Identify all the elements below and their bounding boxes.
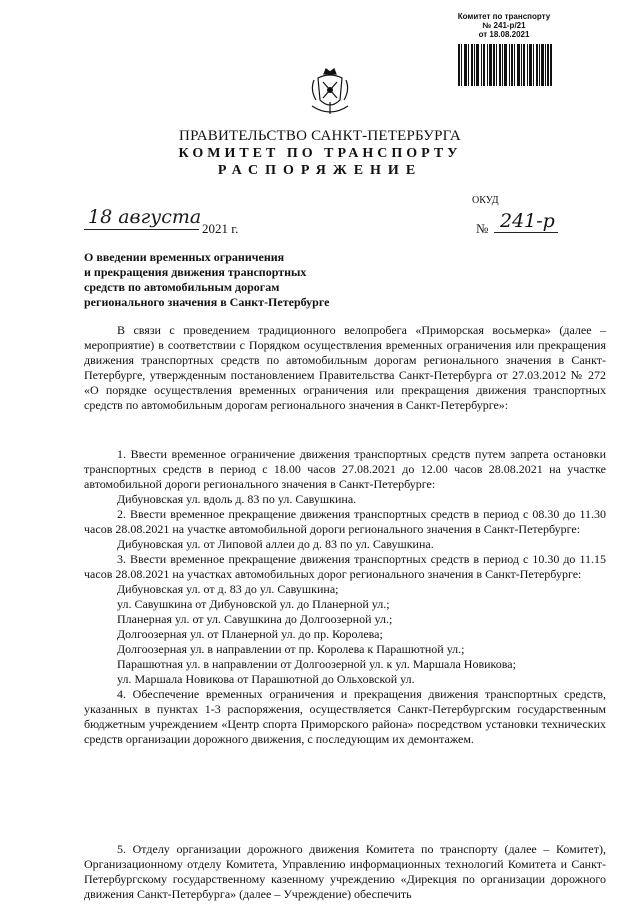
barcode	[458, 44, 552, 86]
registration-stamp	[444, 12, 564, 39]
list-item: 3. Ввести временное прекращение движения транспортных средств в период с 10.30 до 11.15 часов 28.08.2021 на участках автомобильных дорог регионального значения в Санкт-Петербурге:	[84, 552, 606, 581]
list-item: Долгоозерная ул. в направлении от пр. Королева к Парашютной ул.;	[117, 642, 465, 656]
stamp-line-3: от 18.08.2021	[478, 30, 530, 39]
date-handwritten: 18 августа	[88, 206, 202, 228]
date-year: 2021 г.	[202, 221, 239, 236]
order-items	[84, 447, 606, 747]
list-item: ул. Маршала Новикова от Парашютной до Ольховской ул.	[117, 672, 415, 686]
document-type: РАСПОРЯЖЕНИЕ	[217, 163, 423, 178]
stamp-line-1: Комитет по транспорту	[457, 12, 551, 21]
committee-name: КОМИТЕТ ПО ТРАНСПОРТУ	[178, 146, 462, 161]
number-handwritten: 241-р	[500, 210, 555, 232]
title-line: регионального значения в Санкт-Петербурге	[84, 295, 330, 309]
list-item: ул. Савушкина от Дибуновской ул. до Планерной ул.;	[117, 597, 390, 611]
list-item: Долгоозерная ул. от Планерной ул. до пр. Королева;	[117, 627, 383, 641]
list-item: Дибуновская ул. вдоль д. 83 по ул. Савушкина.	[117, 492, 357, 506]
title-line: О введении временных ограничения	[84, 250, 285, 264]
preamble-text: В связи с проведением традиционного велопробега «Приморская восьмерка» (далее – мероприятие) в соответствии с Порядком осуществления временных ограничения или прекращения движения транспортных средств по автомобильным дорогам регионального значения в Санкт-Петербурге, утвержденным постановлением Правительства Санкт-Петербурга от 27.03.2012 № 272 «О порядке осуществления временных ограничения или прекращения движения транспортных средств по автомобильным дорогам регионального значения в Санкт-Петербурге»:	[84, 323, 606, 412]
stamp-line-2: № 241-р/21	[482, 21, 526, 30]
list-item: Дибуновская ул. от Липовой аллеи до д. 83 по ул. Савушкина.	[117, 537, 434, 551]
title-line: средств по автомобильным дорогам	[84, 280, 280, 294]
number-sign: №	[476, 221, 489, 236]
order-item-5	[84, 842, 606, 902]
coat-of-arms-icon	[308, 66, 352, 118]
list-item: Парашютная ул. в направлении от Долгоозерной ул. к ул. Маршала Новикова;	[117, 657, 516, 671]
document-title	[84, 250, 364, 310]
date-underline	[84, 229, 199, 230]
title-line: и прекращения движения транспортных	[84, 265, 307, 279]
list-item: 5. Отделу организации дорожного движения Комитета по транспорту (далее – Комитет), Организационному отделу Комитета, Управлению информационных технологий Комитета и Санкт-Петербургскому государственному казенному учреждению «Дирекция по организации дорожного движения Санкт-Петербурга» (далее – Учреждение) обеспечить	[84, 842, 606, 901]
number-underline	[494, 232, 558, 233]
okud-label: ОКУД	[472, 195, 499, 206]
government-name: ПРАВИТЕЛЬСТВО САНКТ-ПЕТЕРБУРГА	[179, 128, 461, 144]
list-item: 4. Обеспечение временных ограничения и прекращения движения транспортных средств, указанных в пунктах 1-3 распоряжения, осуществляется Санкт-Петербургским государственным бюджетным учреждением «Центр спорта Приморского района» посредством установки технических средств организации дорожного движения, с последующим их демонтажем.	[84, 687, 606, 746]
list-item: 1. Ввести временное ограничение движения транспортных средств путем запрета остановки транспортных средств в период с 18.00 часов 27.08.2021 до 12.00 часов 28.08.2021 на участке автомобильной дороги регионального значения в Санкт-Петербурге:	[84, 447, 606, 491]
list-item: Дибуновская ул. от д. 83 до ул. Савушкина;	[117, 582, 339, 596]
list-item: 2. Ввести временное прекращение движения транспортных средств в период с 08.30 до 11.30 часов 28.08.2021 на участке автомобильной дороги регионального значения в Санкт-Петербурге:	[84, 507, 606, 536]
list-item: Планерная ул. от ул. Савушкина до Долгоозерной ул.;	[117, 612, 393, 626]
preamble	[84, 323, 606, 413]
